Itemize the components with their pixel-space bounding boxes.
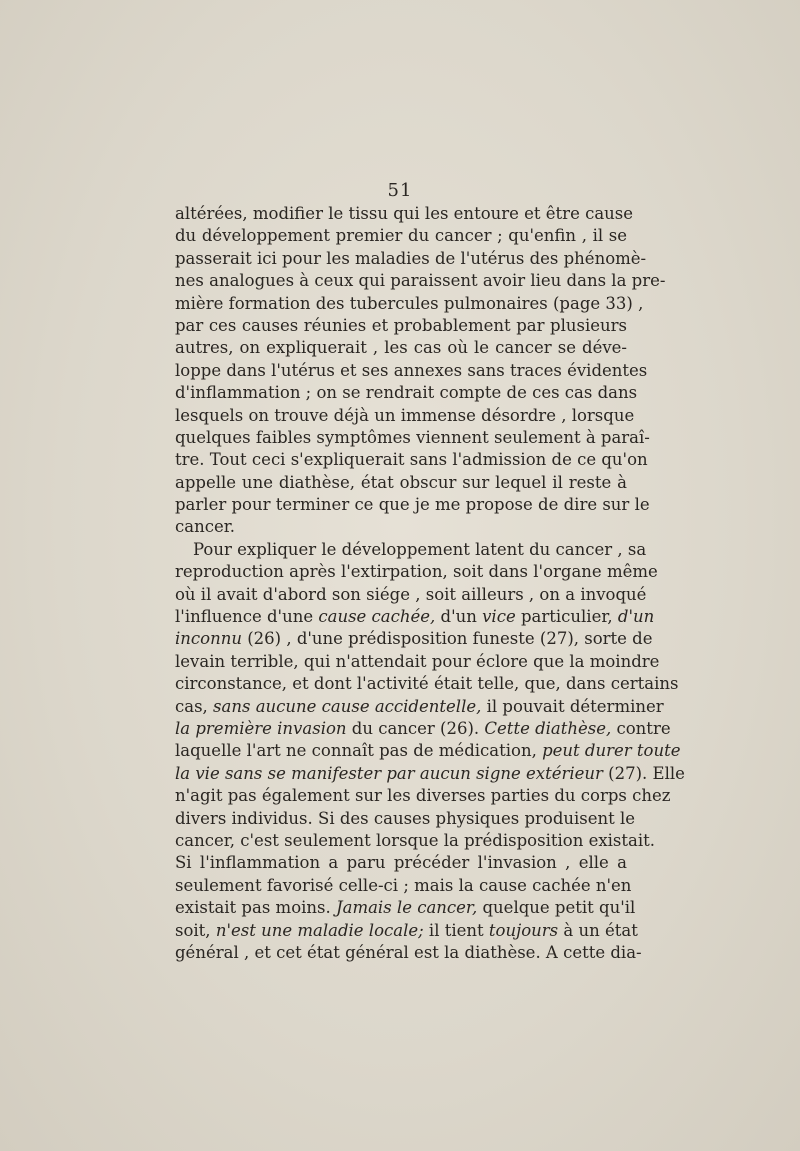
text-segment: général , et cet état général est la diathèse. A cette dia- [175, 942, 642, 962]
text-segment: existait pas moins. [175, 898, 336, 918]
italic-text: d'un [617, 607, 655, 627]
text-line [175, 516, 627, 538]
text-segment: soit, [175, 920, 216, 940]
text-line [175, 651, 660, 673]
body-text [175, 203, 685, 964]
italic-text: toujours [488, 920, 559, 940]
text-line [175, 942, 642, 964]
text-line [175, 449, 648, 471]
text-line [175, 494, 650, 516]
text-line [175, 539, 647, 561]
text-segment: du cancer (26). [346, 718, 485, 738]
text-segment: autres, on expliquerait , les cas où le cancer se déve- [175, 338, 627, 358]
italic-text: peut durer toute [542, 741, 681, 761]
text-line [175, 248, 647, 270]
italic-text: n'est une maladie locale; [215, 920, 424, 940]
italic-text: inconnu [175, 629, 242, 649]
text-segment: divers individus. Si des causes physiques produisent le [175, 808, 636, 828]
text-line [175, 897, 636, 919]
text-segment: par ces causes réunies et probablement par plusieurs [175, 315, 627, 335]
text-segment: cas, [175, 696, 214, 716]
italic-text: vice [482, 607, 516, 627]
text-segment: cancer. [175, 517, 236, 537]
text-line [175, 696, 664, 718]
text-segment: à un état [558, 920, 638, 940]
text-line [175, 203, 634, 225]
text-line [175, 830, 656, 852]
text-line [175, 270, 666, 292]
text-line [175, 405, 635, 427]
text-segment: d'inflammation ; on se rendrait compte de ces cas dans [175, 383, 638, 403]
text-line [175, 763, 685, 785]
text-segment: Si l'inflammation a paru précéder l'invasion , elle a [175, 853, 627, 873]
text-line [175, 225, 627, 247]
text-segment: particulier, [515, 607, 618, 627]
text-line [175, 628, 653, 650]
text-segment: altérées, modifier le tissu qui les entoure et être cause [175, 204, 634, 223]
text-segment: tre. Tout ceci s'expliquerait sans l'admission de ce qu'on [175, 450, 648, 470]
text-segment: seulement favorisé celle-ci ; mais la cause cachée n'en [175, 875, 632, 895]
text-segment: circonstance, et dont l'activité était telle, que, dans certains [175, 674, 679, 694]
italic-text: cause cachée, [318, 607, 436, 627]
text-line [175, 584, 647, 606]
text-line [175, 718, 671, 740]
text-segment: (27). Elle [602, 763, 685, 783]
text-segment: (26) , d'une prédisposition funeste (27), sorte de [241, 629, 653, 649]
italic-text: sans aucune cause accidentelle, [213, 696, 482, 716]
text-segment: n'agit pas également sur les diverses parties du corps chez [175, 786, 671, 806]
text-line [175, 382, 638, 404]
text-line [175, 337, 627, 359]
text-segment: laquelle l'art ne connaît pas de médication, [175, 741, 543, 761]
text-segment: appelle une diathèse, état obscur sur lequel il reste à [175, 472, 627, 492]
text-segment: Pour expliquer le développement latent du cancer , sa [193, 539, 647, 559]
text-segment: nes analogues à ceux qui paraissent avoir lieu dans la pre- [175, 271, 666, 291]
page-number: 51 [387, 180, 413, 201]
text-segment: quelques faibles symptômes viennent seulement à paraî- [175, 427, 650, 447]
text-line [175, 606, 655, 628]
text-line [175, 315, 627, 337]
text-segment: levain terrible, qui n'attendait pour éclore que la moindre [175, 651, 660, 671]
text-segment: il pouvait déterminer [481, 696, 664, 716]
text-line [175, 740, 681, 762]
text-line [175, 360, 648, 382]
text-segment: l'influence d'une [175, 607, 319, 627]
text-line [175, 875, 632, 897]
text-line [175, 785, 671, 807]
text-segment: lesquels on trouve déjà un immense désordre , lorsque [175, 405, 635, 425]
text-segment: parler pour terminer ce que je me propose de dire sur le [175, 495, 650, 515]
italic-text: la première invasion [175, 718, 347, 738]
text-line [175, 293, 644, 315]
text-segment: passerait ici pour les maladies de l'utérus des phénomè- [175, 248, 647, 268]
text-segment: mière formation des tubercules pulmonaires (page 33) , [175, 293, 644, 313]
text-segment: d'un [435, 607, 483, 627]
text-segment: cancer, c'est seulement lorsque la prédisposition existait. [175, 830, 656, 850]
italic-text: Jamais le cancer, [336, 898, 478, 918]
text-segment: reproduction après l'extirpation, soit dans l'organe même [175, 562, 658, 582]
text-line [175, 472, 627, 494]
text-segment: où il avait d'abord son siége , soit ailleurs , on a invoqué [175, 584, 647, 604]
text-line [175, 673, 679, 695]
text-segment: quelque petit qu'il [477, 898, 636, 918]
text-line [175, 852, 627, 874]
italic-text: la vie sans se manifester par aucun signe extérieur [175, 763, 603, 783]
text-segment: loppe dans l'utérus et ses annexes sans traces évidentes [175, 360, 648, 380]
text-line [175, 561, 658, 583]
text-segment: il tient [423, 920, 489, 940]
italic-text: Cette diathèse, [484, 718, 612, 738]
text-segment: du développement premier du cancer ; qu'enfin , il se [175, 226, 627, 246]
text-segment: contre [611, 718, 671, 738]
text-line [175, 808, 636, 830]
text-line [175, 427, 650, 449]
text-line [175, 920, 638, 942]
